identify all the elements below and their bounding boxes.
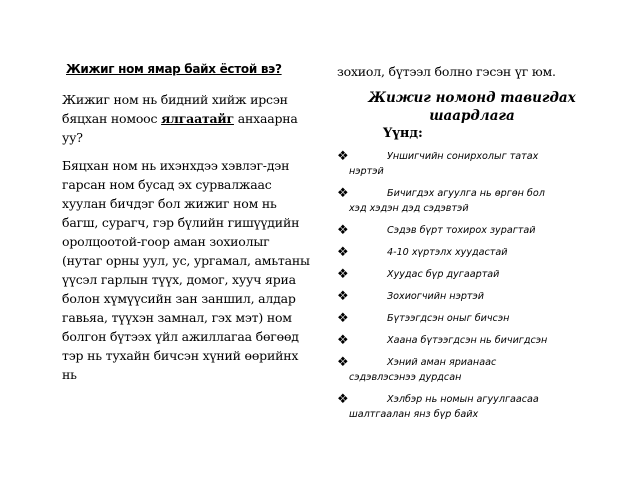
continued-paragraph: зохиол, бүтээл болно гэсэн үг юм. <box>337 64 556 79</box>
requirement-item <box>337 289 607 304</box>
requirement-item <box>337 223 607 238</box>
requirements-title: Жижиг номонд тавигдах шаардлага <box>368 90 576 124</box>
requirement-item <box>337 392 607 422</box>
requirement-text: Хэний аман ярианаас <box>387 357 497 368</box>
diamond-bullet-icon: ❖ <box>337 223 349 238</box>
diamond-bullet-icon: ❖ <box>337 392 349 407</box>
requirement-text: Зохиогчийн нэртэй <box>387 291 485 302</box>
left-column <box>62 62 312 393</box>
requirement-item <box>337 149 607 179</box>
requirement-item <box>337 245 607 260</box>
requirement-text: Бүтээгдсэн оныг бичсэн <box>387 313 510 324</box>
body-paragraph: Бяцхан ном нь ихэнхдээ хэвлэг-дэн гарсан ном бусад эх сурвалжаас хуулан бичдэг бол жижиг ном нь багш, сурагч, гэр бүлийн гишүүдийн оролцоотой-гоор аман зохиолыг (нутаг орны уул, ус, ургамал, амьтаны үүсэл гарлын түүх, домог, хууч яриа болон хүмүүсийн зан заншил, алдар гавьяа, түүхэн замнал, гэх мэт) ном болгон бүтээх үйл ажиллагаа бөгөөд тэр нь тухайн бичсэн хүний өөрийнх нь <box>62 158 310 382</box>
requirements-subtitle: Үүнд: <box>383 126 423 141</box>
intro-text-start: Жижиг ном нь бидний хийж ирсэн бяцхан номоос <box>62 92 288 126</box>
requirement-item <box>337 267 607 282</box>
requirement-item <box>337 333 607 348</box>
requirement-item <box>337 186 607 216</box>
diamond-bullet-icon: ❖ <box>337 289 349 304</box>
requirement-text: Сэдэв бүрт тохирох зурагтай <box>387 225 536 236</box>
requirement-text-continued: шалтгаалан янз бүр байх <box>349 409 479 420</box>
intro-text-end: анхаарна уу? <box>62 111 298 145</box>
diamond-bullet-icon: ❖ <box>337 245 349 260</box>
requirement-text: 4-10 хүртэлх хуудастай <box>387 247 508 258</box>
diamond-bullet-icon: ❖ <box>337 149 349 164</box>
requirement-text: Уншигчийн сонирхолыг татах <box>387 151 539 162</box>
diamond-bullet-icon: ❖ <box>337 186 349 201</box>
requirement-text: Хэлбэр нь номын агуулгаасаа <box>387 394 539 405</box>
requirement-text: Хуудас бүр дугаартай <box>387 269 500 280</box>
diamond-bullet-icon: ❖ <box>337 333 349 348</box>
section-heading: Жижиг ном ямар байх ёстой вэ? <box>66 62 282 76</box>
requirement-text-continued: нэртэй <box>349 166 384 177</box>
requirement-text: Бичигдэх агуулга нь өргөн бол <box>387 188 545 199</box>
requirement-text-continued: хэд хэдэн дэд сэдэвтэй <box>349 203 469 214</box>
diamond-bullet-icon: ❖ <box>337 355 349 370</box>
diamond-bullet-icon: ❖ <box>337 267 349 282</box>
requirements-list <box>337 149 607 422</box>
requirement-text-continued: сэдэвлэсэнээ дурдсан <box>349 372 462 383</box>
right-column <box>337 62 607 429</box>
diamond-bullet-icon: ❖ <box>337 311 349 326</box>
requirement-item <box>337 355 607 385</box>
requirement-text: Хаана бүтээгдсэн нь бичигдсэн <box>387 335 548 346</box>
requirement-item <box>337 311 607 326</box>
intro-paragraph <box>62 90 312 147</box>
highlight-word: ялгаатайг <box>161 111 234 126</box>
